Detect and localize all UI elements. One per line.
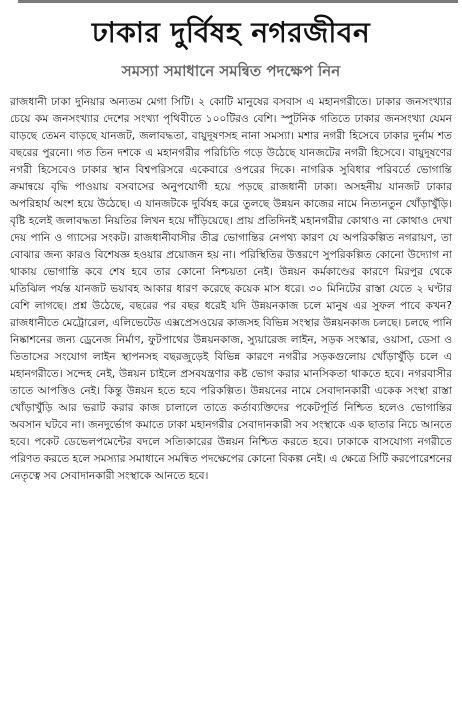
top-border-rule: [18, 0, 458, 3]
article-subheadline: সমস্যা সমাধানে সমন্বিত পদক্ষেপ নিন: [121, 62, 341, 80]
article-headline: ঢাকার দুর্বিষহ নগরজীবন: [91, 16, 371, 49]
article-body: রাজধানী ঢাকা দুনিয়ার অন্যতম মেগা সিটি। ২ কোটি মানুষের বসবাস এ মহানগরীতে। ঢাকার জনসংখ্যার চেয়ে কম জনসংখ্যার দেশের সংখ্যা পৃথিবীতে ১০০টিরও বেশি। স্পুটনিক গতিতে ঢাকার জনসংখ্যা যেমন বাড়ছে তেমন বাড়ছে যানজট, জলাবদ্ধতা, বায়ুদূষণসহ নানা সমস্যা। মশার নগরী হিসেবে ঢাকার দুর্নাম শত বছরের পুরনো। গত তিন দশকে এ মহানগরীর পরিচিতি গড়ে উঠেছে যানজটের নগরী হিসেবে। বায়ুদূষণের নগরী হিসেবেও ঢাকার স্থান বিশ্বপরিসরে একেবারে ওপরের দিকে। নাগরিক সুবিধার পরিবর্তে ভোগান্তি ক্রমান্বয়ে বৃদ্ধি পাওয়ায় বসবাসের অনুপযোগী হয়ে পড়ছে রাজধানী ঢাকা। অসহনীয় যানজট ঢাকার অপরিহার্য অংশ হয়ে উঠেছে। এ যানজটকে দুর্বিষহ করে তুলছে উন্নয়ন কাজের নামে নিত্যনতুন খোঁড়াখুঁড়ি। বৃষ্টি হলেই জলাবদ্ধতা নিয়তির লিখন হয়ে দাঁড়িয়েছে। প্রায় প্রতিদিনই মহানগরীর কোথাও না কোথাও দেখা দেয় পানি ও গ্যাসের সংকট। রাজধানীবাসীর তীব্র ভোগান্তির নেপথ্য কারণ যে অপরিকল্পিত নগরায়ণ, তা বোঝার জন্য কারও বিশেষজ্ঞ হওয়ার প্রয়োজন হয় না। পরিস্থিতির উত্তরণে সুপরিকল্পিত কোনো উদ্যোগ না থাকায় ভোগান্তি কবে শেষ হবে তার কোনো নিশ্চয়তা নেই। উন্নয়ন কর্মকাণ্ডের কারণে মিরপুর থেকে মতিঝিল পর্যন্ত যানজট ভয়াবহ আকার ধারণ করেছে কয়েক মাস ধরে। ৩০ মিনিটের রাস্তা যেতে ২ ঘণ্টার বেশি লাগছে। প্রশ্ন উঠেছে, বছরের পর বছর ধরেই যদি উন্নয়নকাজ চলে মানুষ এর সুফল পাবে কখন? রাজধানীতে মেট্রোরেল, এলিভেটেড এক্সপ্রেসওয়ের কাজসহ বিভিন্ন সংস্থার উন্নয়নকাজ চলছে। চলছে পানি নিষ্কাশনের জন্য ড্রেনেজ নির্মাণ, ফুটপাথের উন্নয়নকাজ, স্যুয়ারেজ লাইন, সড়ক সংস্কার, ওয়াসা, ডেসা ও তিতাসের সংযোগ লাইন স্থাপনসহ বছরজুড়েই বিভিন্ন কারণে নগরীর সড়কগুলোয় খোঁড়াখুঁড়ি চলে এ মহানগরীতে। সন্দেহ নেই, উন্নয়ন চাইলে প্রসবযন্ত্রণার কষ্ট ভোগ করার মানসিকতা থাকতে হবে। নগরবাসীর তাতে আপত্তিও নেই। কিন্তু উন্নয়ন হতে হবে পরিকল্পিত। উন্নয়নের নামে সেবাদানকারী একেক সংস্থা রাস্তা খোঁড়াখুঁড়ি আর ভরাট করার কাজ চালালে তাতে কর্তাব্যক্তিদের পকেটপূর্তি নিশ্চিত হলেও ভোগান্তির অবসান ঘটবে না। জনদুর্ভোগ কমাতে ঢাকা মহানগরীর সেবাদানকারী সব সংস্থাকে এক ছাতার নিচে আনতে হবে। পকেট ডেভেলপমেন্টের বদলে সত্যিকারের উন্নয়ন নিশ্চিত করতে হবে। ঢাকাকে বাসযোগ্য নগরীতে পরিণত করতে হলে সমস্যার সমাধানে সমন্বিত পদক্ষেপের কোনো বিকল্প নেই। এ ক্ষেত্রে সিটি করপোরেশনের নেতৃত্বে সব সেবাদানকারী সংস্থাকে আনতে হবে।: [10, 96, 452, 482]
